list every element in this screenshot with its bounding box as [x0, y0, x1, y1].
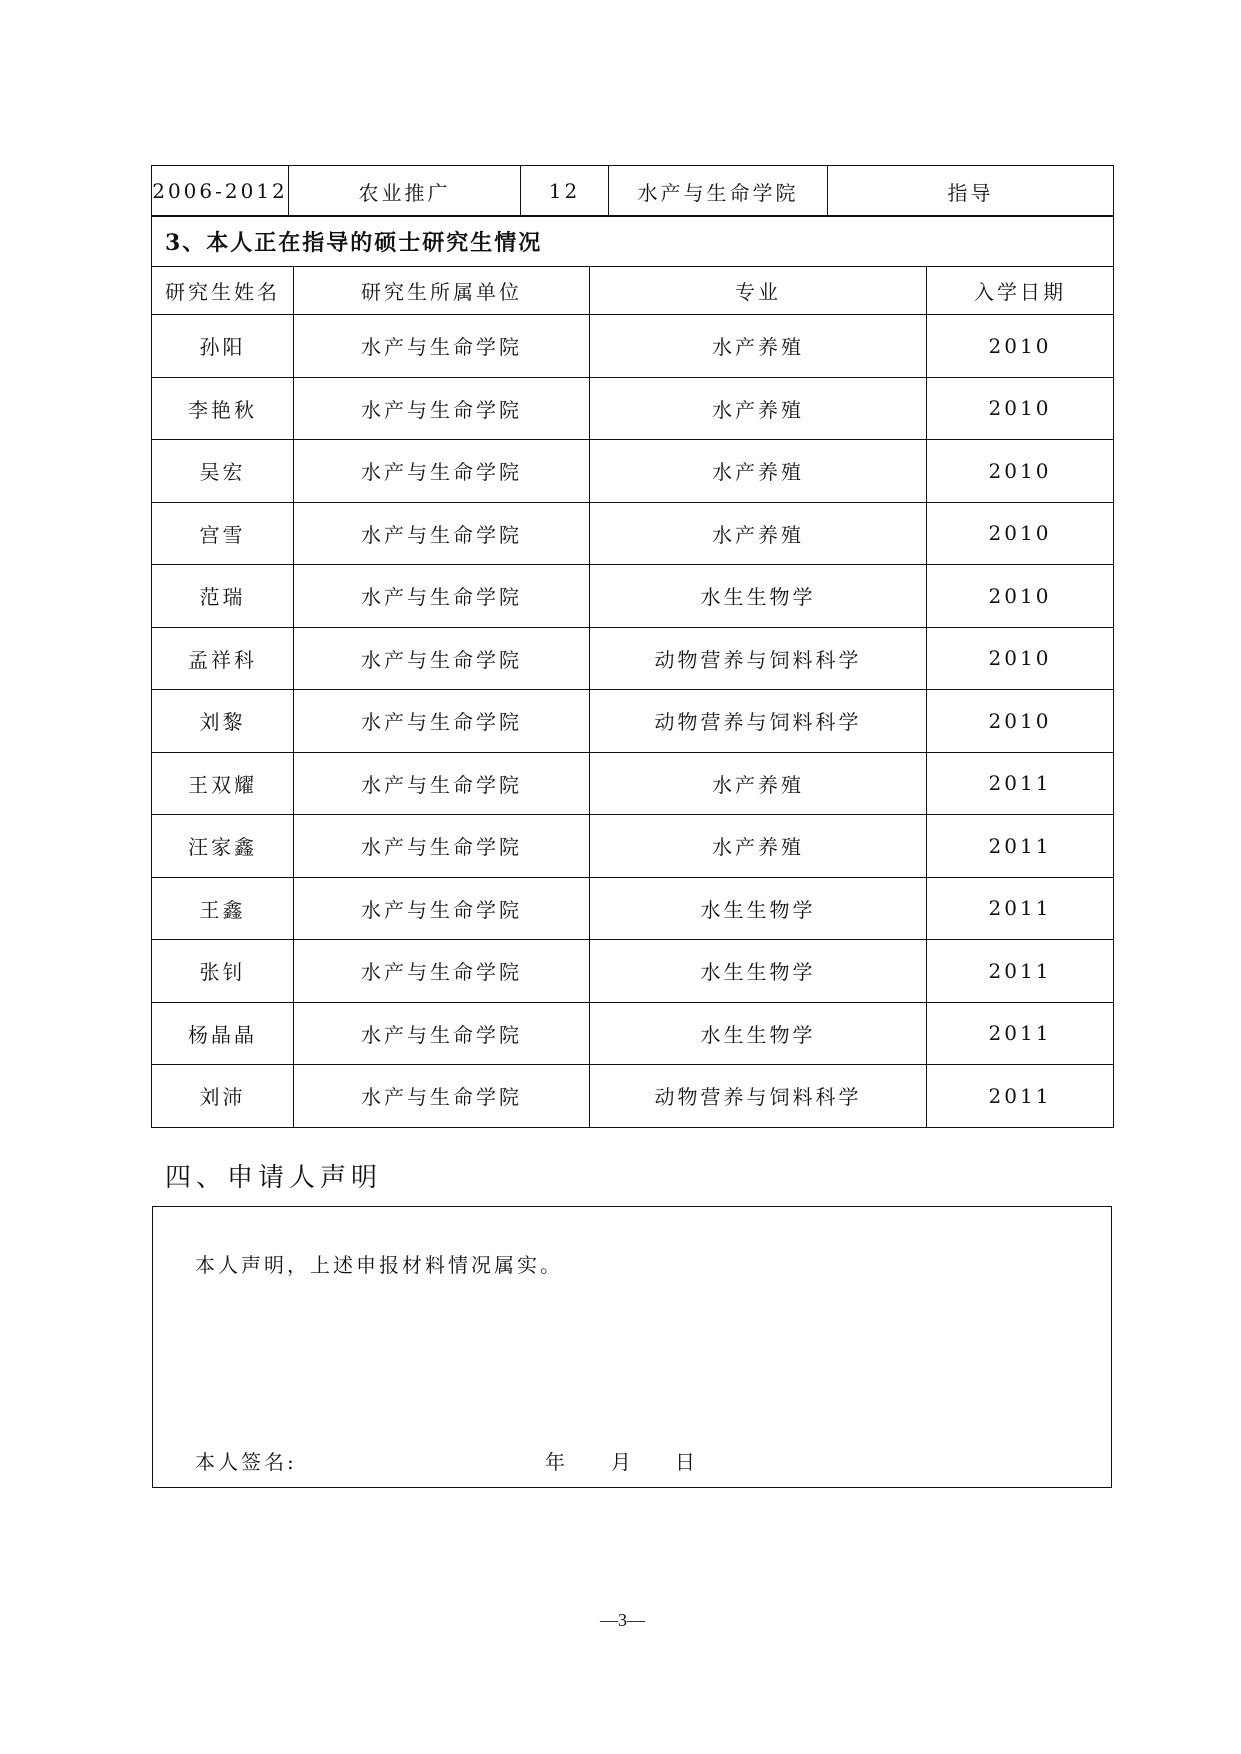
student-major-cell: 水产养殖 [590, 502, 927, 565]
student-unit-cell: 水产与生命学院 [294, 565, 590, 628]
student-name-cell: 杨晶晶 [152, 1002, 294, 1065]
student-major-cell: 动物营养与饲料科学 [590, 627, 927, 690]
student-name-cell: 汪家鑫 [152, 815, 294, 878]
student-year-cell: 2010 [927, 690, 1114, 753]
student-name-cell: 吴宏 [152, 440, 294, 503]
student-name-cell: 李艳秋 [152, 377, 294, 440]
student-major-cell: 水产养殖 [590, 315, 927, 378]
student-year-cell: 2010 [927, 627, 1114, 690]
table-row [152, 166, 1114, 217]
students-body [152, 315, 1114, 1128]
year-label: 年 [545, 1450, 565, 1474]
student-year-cell: 2011 [927, 940, 1114, 1003]
role-cell: 指导 [828, 166, 1114, 217]
declaration-box [152, 1206, 1112, 1488]
table-row [152, 502, 1114, 565]
student-name-cell: 王双耀 [152, 752, 294, 815]
students-table [151, 215, 1114, 1128]
table-row [152, 1065, 1114, 1128]
student-major-cell: 水生生物学 [590, 940, 927, 1003]
student-name-cell: 孟祥科 [152, 627, 294, 690]
student-unit-cell: 水产与生命学院 [294, 752, 590, 815]
count-cell: 12 [521, 166, 609, 217]
table-row [152, 690, 1114, 753]
student-major-cell: 水产养殖 [590, 440, 927, 503]
student-year-cell: 2010 [927, 315, 1114, 378]
student-major-cell: 水生生物学 [590, 565, 927, 628]
student-unit-cell: 水产与生命学院 [294, 815, 590, 878]
student-year-cell: 2010 [927, 565, 1114, 628]
student-unit-cell: 水产与生命学院 [294, 502, 590, 565]
student-year-cell: 2011 [927, 1065, 1114, 1128]
student-major-cell: 动物营养与饲料科学 [590, 1065, 927, 1128]
header-name: 研究生姓名 [152, 267, 294, 315]
unit-cell: 水产与生命学院 [609, 166, 828, 217]
student-major-cell: 水生生物学 [590, 1002, 927, 1065]
table-row [152, 815, 1114, 878]
student-year-cell: 2010 [927, 440, 1114, 503]
student-name-cell: 宫雪 [152, 502, 294, 565]
student-major-cell: 动物营养与饲料科学 [590, 690, 927, 753]
table-row [152, 1002, 1114, 1065]
student-name-cell: 孙阳 [152, 315, 294, 378]
table-row [152, 627, 1114, 690]
student-unit-cell: 水产与生命学院 [294, 1065, 590, 1128]
student-year-cell: 2011 [927, 1002, 1114, 1065]
header-enroll-date: 入学日期 [927, 267, 1114, 315]
signature-label: 本人签名: [195, 1450, 297, 1474]
student-name-cell: 王鑫 [152, 877, 294, 940]
previous-table-row [151, 165, 1114, 217]
student-major-cell: 水产养殖 [590, 752, 927, 815]
student-unit-cell: 水产与生命学院 [294, 940, 590, 1003]
student-unit-cell: 水产与生命学院 [294, 877, 590, 940]
student-major-cell: 水生生物学 [590, 877, 927, 940]
student-unit-cell: 水产与生命学院 [294, 440, 590, 503]
student-name-cell: 刘沛 [152, 1065, 294, 1128]
table-row [152, 752, 1114, 815]
student-unit-cell: 水产与生命学院 [294, 1002, 590, 1065]
student-major-cell: 水产养殖 [590, 377, 927, 440]
page-number: —3— [600, 1610, 645, 1630]
student-year-cell: 2011 [927, 815, 1114, 878]
student-year-cell: 2011 [927, 752, 1114, 815]
table-row [152, 940, 1114, 1003]
table-row [152, 377, 1114, 440]
month-label: 月 [611, 1450, 631, 1474]
header-unit: 研究生所属单位 [294, 267, 590, 315]
student-unit-cell: 水产与生命学院 [294, 377, 590, 440]
student-name-cell: 刘黎 [152, 690, 294, 753]
student-year-cell: 2010 [927, 377, 1114, 440]
declaration-text: 本人声明，上述申报材料情况属实。 [195, 1253, 563, 1277]
period-cell: 2006-2012 [152, 166, 289, 217]
table-row [152, 565, 1114, 628]
student-unit-cell: 水产与生命学院 [294, 315, 590, 378]
major-cell: 农业推广 [289, 166, 521, 217]
student-name-cell: 张钊 [152, 940, 294, 1003]
day-label: 日 [675, 1450, 695, 1474]
section-title: 3、本人正在指导的硕士研究生情况 [152, 216, 1114, 267]
header-major: 专业 [590, 267, 927, 315]
student-year-cell: 2011 [927, 877, 1114, 940]
declaration-heading: 四、申请人声明 [165, 1163, 383, 1193]
student-major-cell: 水产养殖 [590, 815, 927, 878]
student-name-cell: 范瑞 [152, 565, 294, 628]
table-row [152, 440, 1114, 503]
table-header-row [152, 267, 1114, 315]
table-row [152, 877, 1114, 940]
student-year-cell: 2010 [927, 502, 1114, 565]
table-row [152, 315, 1114, 378]
student-unit-cell: 水产与生命学院 [294, 627, 590, 690]
student-unit-cell: 水产与生命学院 [294, 690, 590, 753]
